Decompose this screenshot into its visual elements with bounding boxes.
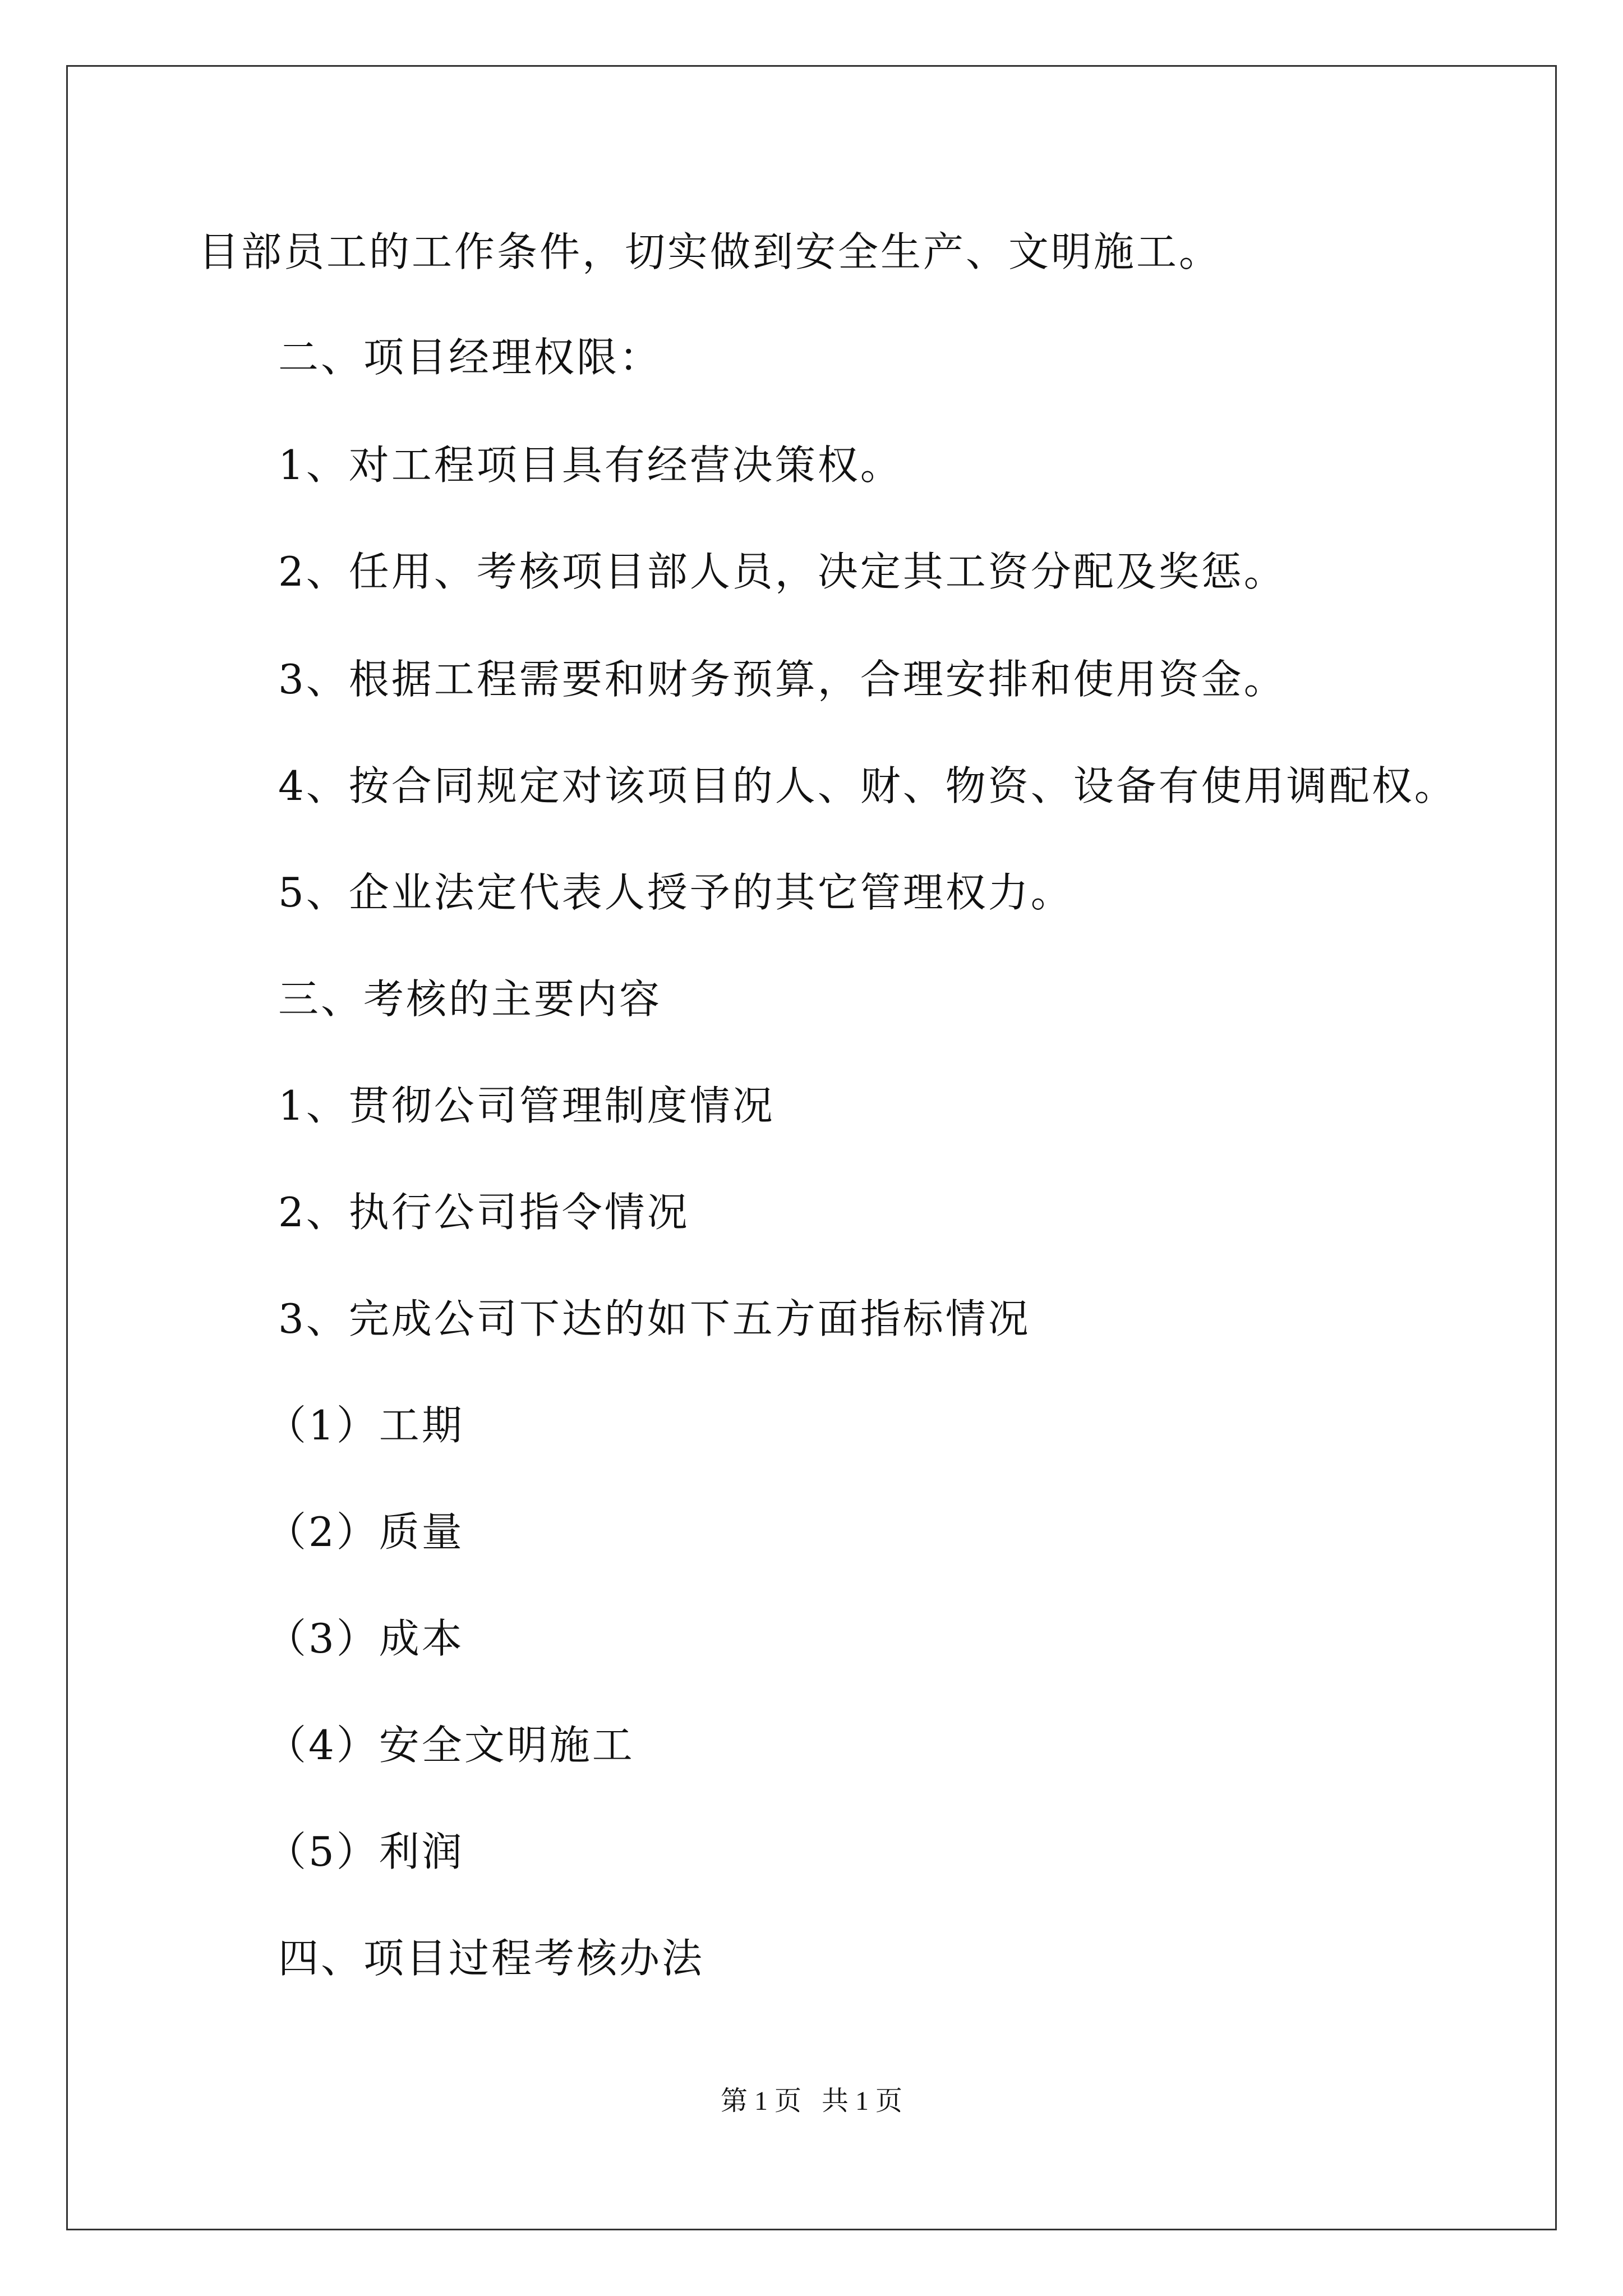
page-border [66, 65, 1557, 2230]
list-item-authority-5: 5、企业法定代表人授予的其它管理权力。 [278, 869, 1073, 916]
section-heading-3: 三、考核的主要内容 [278, 976, 662, 1023]
list-item-content-1: 1、贯彻公司管理制度情况 [278, 1082, 775, 1129]
sub-item-5: （5）利润 [266, 1828, 464, 1875]
sub-item-2: （2）质量 [266, 1508, 464, 1556]
list-item-authority-4: 4、按合同规定对该项目的人、财、物资、设备有使用调配权。 [278, 762, 1457, 809]
list-item-authority-2: 2、任用、考核项目部人员，决定其工资分配及奖惩。 [278, 548, 1287, 595]
sub-item-1: （1）工期 [266, 1402, 464, 1449]
list-item-authority-1: 1、对工程项目具有经营决策权。 [278, 441, 903, 489]
list-item-content-2: 2、执行公司指令情况 [278, 1189, 690, 1236]
list-item-authority-3: 3、根据工程需要和财务预算，合理安排和使用资金。 [278, 656, 1287, 703]
section-heading-4: 四、项目过程考核办法 [278, 1935, 705, 1982]
list-item-content-3: 3、完成公司下达的如下五方面指标情况 [278, 1295, 1031, 1342]
sub-item-3: （3）成本 [266, 1615, 464, 1662]
section-heading-2: 二、项目经理权限： [278, 334, 662, 381]
page-footer: 第 1 页 共 1 页 [720, 2086, 902, 2116]
text-line-1: 目部员工的工作条件，切实做到安全生产、文明施工。 [199, 228, 1222, 275]
sub-item-4: （4）安全文明施工 [266, 1722, 635, 1769]
